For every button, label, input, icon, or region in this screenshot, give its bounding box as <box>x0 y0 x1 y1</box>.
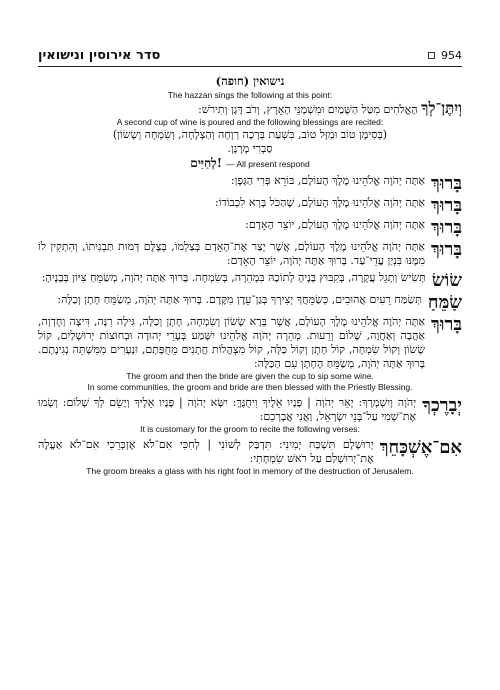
instruction-second-cup: A second cup of wine is poured and the following blessings are recited: <box>116 117 384 127</box>
page-number-area <box>428 49 462 62</box>
verse-vayiten <box>38 101 462 117</box>
blessing-1 <box>38 174 462 193</box>
instruction-hazzan: The hazzan sings the following at this point: <box>167 90 333 100</box>
verse-opening-word: וְיִתֶּן־לְךָ <box>421 99 462 117</box>
blessing-text: אַתָּה יְהֹוָה אֱלֹהֵינוּ מֶלֶךְ הָעוֹלָם, אֲשֶׁר יָצַר אֶת־הָאָדָם בְּצַלְמוֹ, בְּצֶלֶם דְּמוּת תַּבְנִיתוֹ, וְהִתְקִין לוֹ מִמֶּנּוּ בִּנְיַן עֲדֵי־עַד. בָּרוּךְ אַתָּה יְהֹוָה, יוֹצֵר הָאָדָם: <box>38 240 426 267</box>
blessing-text: אַתָּה יְהֹוָה אֱלֹהֵינוּ מֶלֶךְ הָעוֹלָם, שֶׁהַכֹּל בָּרָא לִכְבוֹדוֹ: <box>214 196 426 209</box>
page-number: 954 <box>441 48 462 62</box>
groom-verse <box>38 438 462 466</box>
blessing-text: תְּשַׂמַּח רֵעִים אֲהוּבִים, כְּשַׂמֵּחֲךָ יְצִירְךָ בְּגַן־עֵדֶן מִקֶּדֶם. בָּרוּךְ אַתָּה יְהֹוָה, מְשַׂמֵּחַ חָתָן וְכַלָּה: <box>57 293 422 306</box>
respond-line <box>38 156 462 171</box>
blessing-3 <box>38 218 462 237</box>
blessing-text: אַתָּה יְהֹוָה אֱלֹהֵינוּ מֶלֶךְ הָעוֹלָם, אֲשֶׁר בָּרָא שָׂשׂוֹן וְשִׂמְחָה, חָתָן וְכַלָּה, גִּילָה רִנָּה, דִּיצָה וְחֶדְוָה, אַהֲבָה וְאַחֲוָה, שָׁלוֹם וְרֵעוּת. מְהֵרָה יְהֹוָה אֱלֹהֵינוּ יִשָּׁמַע בְּעָרֵי יְהוּדָה וּבְחוּצוֹת יְרוּשָׁלַיִם, קוֹל שָׂשׂוֹן וְקוֹל שִׂמְחָה, קוֹל חָתָן וְקוֹל כַּלָּה, קוֹל מִצְהֲלוֹת חֲתָנִים מֵחֻפָּתָם, וּנְעָרִים מִמִּשְׁתֵּה נְגִינָתָם. בָּרוּךְ אַתָּה יְהֹוָה, מְשַׂמֵּחַ הֶחָתָן עִם הַכַּלָּה: <box>38 315 426 370</box>
blessing-6 <box>38 293 462 312</box>
blessing-4 <box>38 240 462 268</box>
groom-text: יְרוּשָׁלָם תִּשְׁכַּח יְמִינִי: תִּדְבַּק לְשׁוֹנִי | לְחִכִּי אִם־לֹא אֶזְכְּרֵכִי אִם־לֹא אַעֲלֶה אֶת־יְרוּשָׁלַם עַל רֹאשׁ שִׂמְחָתִי: <box>38 438 374 465</box>
respond-hebrew: לְחַיִּים! <box>190 156 223 170</box>
blessing-text: תָּשִׂישׂ וְתָגֵל עֲקָרָה, בְּקִבּוּץ בָּנֶיהָ לְתוֹכָהּ בִּמְהֵרָה, בְּשִׂמְחָה. בָּרוּךְ אַתָּה יְהֹוָה, מְשַׂמֵּחַ צִיּוֹן בְּבָנֶיהָ: <box>41 271 426 284</box>
running-title: סדר אירוסין ונישואין <box>38 47 161 63</box>
siman-line: (בְּסִימָן טוֹב וּמַזָּל טוֹב, בִּשְׁעַת בְּרָכָה רְוָחָה וְהַצְלָחָה, וְשִׂמְחָה וְשָׂשׂוֹן) <box>112 128 388 141</box>
page-body <box>38 72 462 477</box>
blessing-opening-word: בָּרוּךְ <box>431 314 462 335</box>
blessing-2 <box>38 196 462 215</box>
blessing-opening-word: בָּרוּךְ <box>431 195 462 216</box>
groom-opening-word: אִם־אֶשְׁכָּחֵךְ <box>379 437 462 458</box>
savri-line: סַבְרִי מָרָנָן. <box>227 142 273 155</box>
blessing-5 <box>38 271 462 290</box>
blessing-opening-word: בָּרוּךְ <box>431 217 462 238</box>
blessing-opening-word: שַׂמֵּחַ <box>427 292 462 313</box>
blessing-text: אַתָּה יְהֹוָה אֱלֹהֵינוּ מֶלֶךְ הָעוֹלָם, בּוֹרֵא פְּרִי הַגָּפֶן: <box>230 174 426 187</box>
blessing-text: אַתָּה יְהֹוָה אֱלֹהֵינוּ מֶלֶךְ הָעוֹלָם, יוֹצֵר הָאָדָם: <box>245 218 426 231</box>
blessing-opening-word: שׂוֹשׂ <box>431 270 462 291</box>
instruction-cup: The groom and then the bride are given the cup to sip some wine. <box>126 371 374 381</box>
section-title: נישואין (חופה) <box>215 74 285 88</box>
priestly-opening-word: יְבָרֶכְךָ <box>422 395 462 416</box>
instruction-glass: The groom breaks a glass with his right foot in memory of the destruction of Jerusalem. <box>86 466 414 476</box>
blessing-opening-word: בָּרוּךְ <box>431 173 462 194</box>
priestly-text: יְהֹוָה וְיִשְׁמְרֶךָ: יָאֵר יְהֹוָה | פָּנָיו אֵלֶיךָ וִיחֻנֶּךָּ: יִשָּׂא יְהֹוָה | פָּנָיו אֵלֶיךָ וְיָשֵׂם לְךָ שָׁלוֹם: וְשָׂמוּ אֶת־שְׁמִי עַל־בְּנֵי יִשְׂרָאֵל, וַאֲנִי אֲבָרְכֵם: <box>38 396 417 423</box>
respond-english: — All present respond <box>226 159 310 169</box>
square-icon <box>428 52 435 59</box>
priestly-blessing <box>38 396 462 424</box>
page-header <box>38 44 462 67</box>
instruction-priestly: In some communities, the groom and bride are then blessed with the Priestly Blessing. <box>87 382 413 392</box>
blessing-opening-word: בָּרוּךְ <box>431 239 462 260</box>
verse-text: הָאֱלֹהִים מִטַּל הַשָּׁמַיִם וּמִשְׁמַנֵּי הָאָרֶץ, וְרֹב דָּגָן וְתִירֹשׁ: <box>198 103 418 116</box>
blessing-7 <box>38 315 462 371</box>
instruction-groom-verses: It is customary for the groom to recite the following verses: <box>140 424 360 434</box>
